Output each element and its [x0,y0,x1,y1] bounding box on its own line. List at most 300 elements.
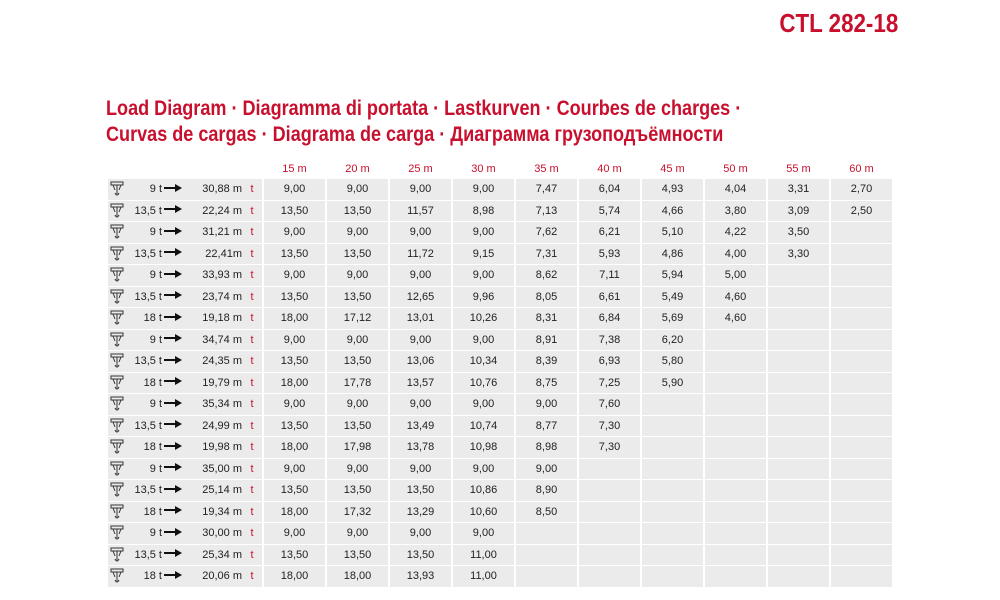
hook-icon [110,246,124,262]
column-header: 30 m [471,163,496,175]
table-cell: 13,49 [390,416,451,437]
row-unit: t [250,376,254,389]
row-reach: 20,06 m [202,570,242,583]
table-cell: 13,50 [327,287,388,308]
table-cell [831,566,892,587]
row-config [108,545,262,566]
row-unit: t [250,462,254,475]
table-cell [768,416,829,437]
model-name: CTL 282-18 [779,8,898,38]
table-cell [768,459,829,480]
row-load: 18 t [143,312,162,325]
table-cell [516,566,577,587]
table-cell: 10,26 [453,308,514,329]
table-cell [831,416,892,437]
row-unit: t [250,312,254,325]
row-reach: 35,00 m [202,462,242,475]
row-config [108,523,262,544]
table-cell [642,545,703,566]
table-cell: 9,00 [390,459,451,480]
table-cell: 4,60 [705,308,766,329]
table-cell: 9,00 [516,459,577,480]
row-unit: t [250,226,254,239]
arrow-right-icon [162,398,184,411]
table-cell: 9,00 [327,222,388,243]
table-cell [768,523,829,544]
table-cell [642,437,703,458]
table-cell [831,330,892,351]
table-cell: 5,80 [642,351,703,372]
table-cell: 18,00 [264,566,325,587]
hook-icon [110,224,124,240]
row-unit: t [250,419,254,432]
table-cell [579,566,640,587]
table-cell: 17,32 [327,502,388,523]
arrow-right-icon [162,484,184,497]
row-reach: 19,79 m [202,376,242,389]
table-cell [516,523,577,544]
table-cell [705,437,766,458]
table-cell: 5,10 [642,222,703,243]
table-cell: 9,00 [453,459,514,480]
table-cell: 7,30 [579,437,640,458]
table-cell [705,459,766,480]
arrow-right-icon [162,441,184,454]
arrow-right-icon [162,548,184,561]
row-load: 13,5 t [134,355,162,368]
table-cell: 10,74 [453,416,514,437]
arrow-right-icon [162,505,184,518]
table-cell [768,330,829,351]
table-cell: 11,57 [390,201,451,222]
table-cell: 3,31 [768,179,829,200]
table-cell: 11,00 [453,545,514,566]
column-header: 50 m [723,163,748,175]
row-config [108,244,262,265]
table-row [108,330,892,351]
table-cell: 9,00 [390,330,451,351]
row-reach: 19,98 m [202,441,242,454]
table-row [108,244,892,265]
table-cell: 9,00 [453,179,514,200]
table-cell: 3,50 [768,222,829,243]
hook-icon [110,418,124,434]
row-unit: t [250,183,254,196]
column-header: 25 m [408,163,433,175]
row-load: 18 t [143,505,162,518]
table-cell: 18,00 [264,308,325,329]
table-cell [705,416,766,437]
table-cell: 9,96 [453,287,514,308]
table-cell: 6,93 [579,351,640,372]
table-body [108,179,892,587]
table-cell: 4,00 [705,244,766,265]
table-cell [831,437,892,458]
table-cell: 7,60 [579,394,640,415]
table-row [108,416,892,437]
row-load: 9 t [149,462,162,475]
row-reach: 19,34 m [202,505,242,518]
row-unit: t [250,204,254,217]
table-cell [579,480,640,501]
arrow-right-icon [162,527,184,540]
row-reach: 25,34 m [202,548,242,561]
row-load: 13,5 t [134,548,162,561]
arrow-right-icon [162,204,184,217]
table-cell: 9,00 [264,222,325,243]
table-cell: 11,72 [390,244,451,265]
hook-icon [110,525,124,541]
table-cell: 9,00 [390,222,451,243]
arrow-right-icon [162,355,184,368]
row-reach: 19,18 m [202,312,242,325]
table-row [108,351,892,372]
column-header: 15 m [282,163,307,175]
table-cell: 9,00 [264,330,325,351]
column-header: 45 m [660,163,685,175]
table-cell: 4,22 [705,222,766,243]
table-cell: 13,50 [390,545,451,566]
table-cell [768,265,829,286]
arrow-right-icon [162,269,184,282]
arrow-right-icon [162,570,184,583]
table-cell: 8,77 [516,416,577,437]
table-cell: 13,50 [264,416,325,437]
row-load: 13,5 t [134,419,162,432]
row-unit: t [250,548,254,561]
table-cell: 9,00 [327,330,388,351]
row-reach: 35,34 m [202,398,242,411]
table-cell: 9,00 [453,222,514,243]
table-cell [642,523,703,544]
row-config [108,287,262,308]
table-row [108,566,892,587]
table-cell: 9,00 [264,179,325,200]
arrow-right-icon [162,226,184,239]
row-reach: 23,74 m [202,290,242,303]
table-row [108,222,892,243]
table-cell [768,394,829,415]
hook-icon [110,547,124,563]
arrow-right-icon [162,247,184,260]
table-cell: 4,04 [705,179,766,200]
row-load: 18 t [143,570,162,583]
table-cell: 2,50 [831,201,892,222]
table-cell: 9,00 [264,265,325,286]
row-config [108,330,262,351]
row-unit: t [250,484,254,497]
table-cell [642,394,703,415]
row-unit: t [250,570,254,583]
table-cell: 5,00 [705,265,766,286]
table-cell: 5,49 [642,287,703,308]
table-row [108,201,892,222]
load-diagram-table [106,159,894,588]
row-load: 9 t [149,226,162,239]
table-cell: 7,62 [516,222,577,243]
table-cell: 4,66 [642,201,703,222]
table-cell: 13,06 [390,351,451,372]
table-cell [705,545,766,566]
row-config [108,265,262,286]
table-cell: 6,04 [579,179,640,200]
table-cell [705,330,766,351]
row-unit: t [250,441,254,454]
table-cell: 13,50 [264,351,325,372]
table-cell [705,502,766,523]
row-unit: t [250,355,254,368]
arrow-right-icon [162,333,184,346]
table-cell [768,373,829,394]
table-cell: 8,31 [516,308,577,329]
table-cell: 10,76 [453,373,514,394]
table-cell [831,351,892,372]
table-row [108,545,892,566]
table-cell: 18,00 [264,437,325,458]
table-cell: 9,00 [453,523,514,544]
table-cell: 13,50 [264,545,325,566]
table-cell: 7,25 [579,373,640,394]
row-config [108,308,262,329]
table-cell: 2,70 [831,179,892,200]
table-cell [768,545,829,566]
table-cell [705,566,766,587]
table-cell [579,502,640,523]
table-cell: 11,00 [453,566,514,587]
column-header: 35 m [534,163,559,175]
table-cell: 8,62 [516,265,577,286]
row-load: 13,5 t [134,290,162,303]
table-cell: 5,90 [642,373,703,394]
table-cell: 3,80 [705,201,766,222]
table-cell: 9,00 [264,459,325,480]
row-reach: 24,35 m [202,355,242,368]
table-cell [831,480,892,501]
table-cell [768,480,829,501]
table-cell: 9,00 [390,523,451,544]
table-cell: 5,93 [579,244,640,265]
table-cell: 18,00 [264,373,325,394]
table-cell: 4,93 [642,179,703,200]
hook-icon [110,353,124,369]
hook-icon [110,504,124,520]
table-cell [768,566,829,587]
row-reach: 31,21 m [202,226,242,239]
table-row [108,523,892,544]
table-cell: 7,38 [579,330,640,351]
table-row [108,308,892,329]
table-cell: 4,86 [642,244,703,265]
table-cell: 18,00 [327,566,388,587]
table-cell: 8,90 [516,480,577,501]
table-cell: 3,30 [768,244,829,265]
table-cell [705,394,766,415]
table-cell: 13,50 [327,351,388,372]
hook-icon [110,396,124,412]
table-cell: 9,00 [453,265,514,286]
table-cell [768,437,829,458]
arrow-right-icon [162,183,184,196]
table-cell [768,287,829,308]
table-cell [831,265,892,286]
table-cell [768,502,829,523]
row-load: 9 t [149,527,162,540]
table-row [108,459,892,480]
hook-icon [110,461,124,477]
table-cell: 10,86 [453,480,514,501]
hook-icon [110,375,124,391]
hook-icon [110,181,124,197]
arrow-right-icon [162,462,184,475]
table-cell [831,545,892,566]
table-cell: 9,00 [390,265,451,286]
table-cell [705,373,766,394]
table-cell: 13,50 [327,480,388,501]
table-cell: 5,94 [642,265,703,286]
row-unit: t [250,527,254,540]
table-cell: 13,50 [264,287,325,308]
row-reach: 30,88 m [202,183,242,196]
table-cell [831,308,892,329]
table-cell: 9,15 [453,244,514,265]
hook-icon [110,289,124,305]
table-cell [768,308,829,329]
column-header: 55 m [786,163,811,175]
hook-icon [110,568,124,584]
header-config [108,160,262,178]
page-title [106,96,741,148]
row-config [108,351,262,372]
table-cell: 13,50 [327,545,388,566]
table-row [108,480,892,501]
table-cell: 9,00 [264,394,325,415]
row-load: 9 t [149,269,162,282]
table-cell: 9,00 [327,459,388,480]
table-cell: 8,98 [516,437,577,458]
table-cell: 9,00 [390,394,451,415]
row-config [108,459,262,480]
row-config [108,502,262,523]
row-load: 18 t [143,441,162,454]
row-reach: 25,14 m [202,484,242,497]
table-cell: 7,30 [579,416,640,437]
title-line-1: Load Diagram · Diagramma di portata · Lastkurven · Courbes de charges · [106,97,742,120]
column-header: 40 m [597,163,622,175]
row-reach: 22,41m [205,247,242,260]
table-cell [705,523,766,544]
table-cell: 17,98 [327,437,388,458]
table-cell: 8,50 [516,502,577,523]
table-cell: 3,09 [768,201,829,222]
row-config [108,179,262,200]
row-config [108,437,262,458]
title-line-2: Curvas de cargas · Diagrama de carga · Диаграмма грузоподъёмности [106,123,724,146]
row-load: 13,5 t [134,484,162,497]
table-cell: 9,00 [453,330,514,351]
table-cell: 9,00 [327,523,388,544]
table-cell: 13,50 [264,244,325,265]
table-cell: 17,78 [327,373,388,394]
table-cell [642,416,703,437]
row-load: 9 t [149,333,162,346]
hook-icon [110,267,124,283]
table-cell: 13,50 [264,201,325,222]
table-cell [642,502,703,523]
row-unit: t [250,290,254,303]
column-header: 60 m [849,163,874,175]
hook-icon [110,482,124,498]
table-cell [831,459,892,480]
table-cell: 9,00 [327,394,388,415]
table-cell: 13,50 [327,201,388,222]
table-cell [705,480,766,501]
row-config [108,566,262,587]
row-unit: t [250,505,254,518]
row-load: 9 t [149,398,162,411]
table-row [108,265,892,286]
table-cell: 8,98 [453,201,514,222]
arrow-right-icon [162,312,184,325]
row-config [108,480,262,501]
row-config [108,373,262,394]
row-load: 9 t [149,183,162,196]
row-config [108,201,262,222]
arrow-right-icon [162,290,184,303]
table-cell: 6,20 [642,330,703,351]
table-cell [642,459,703,480]
row-unit: t [250,398,254,411]
table-cell [642,566,703,587]
table-cell: 13,57 [390,373,451,394]
table-cell: 10,98 [453,437,514,458]
table-cell: 13,50 [264,480,325,501]
table-cell [831,502,892,523]
table-cell: 9,00 [327,179,388,200]
row-config [108,394,262,415]
table-cell: 4,60 [705,287,766,308]
table-cell: 13,50 [327,416,388,437]
table-cell: 9,00 [453,394,514,415]
row-unit: t [250,269,254,282]
table-cell: 10,60 [453,502,514,523]
row-unit: t [250,247,254,260]
table-cell: 8,39 [516,351,577,372]
table-cell: 13,50 [327,244,388,265]
table-cell: 7,47 [516,179,577,200]
table-cell [831,523,892,544]
hook-icon [110,332,124,348]
table-cell [642,480,703,501]
arrow-right-icon [162,419,184,432]
table-cell: 12,65 [390,287,451,308]
table-cell: 8,75 [516,373,577,394]
row-load: 18 t [143,376,162,389]
row-reach: 24,99 m [202,419,242,432]
table-cell: 6,61 [579,287,640,308]
table-row [108,437,892,458]
table-cell [831,394,892,415]
table-cell [579,459,640,480]
table-cell: 7,11 [579,265,640,286]
table-row [108,287,892,308]
table-cell: 9,00 [516,394,577,415]
arrow-right-icon [162,376,184,389]
table-cell: 13,93 [390,566,451,587]
row-reach: 34,74 m [202,333,242,346]
row-unit: t [250,333,254,346]
table-cell: 7,31 [516,244,577,265]
table-cell: 8,05 [516,287,577,308]
